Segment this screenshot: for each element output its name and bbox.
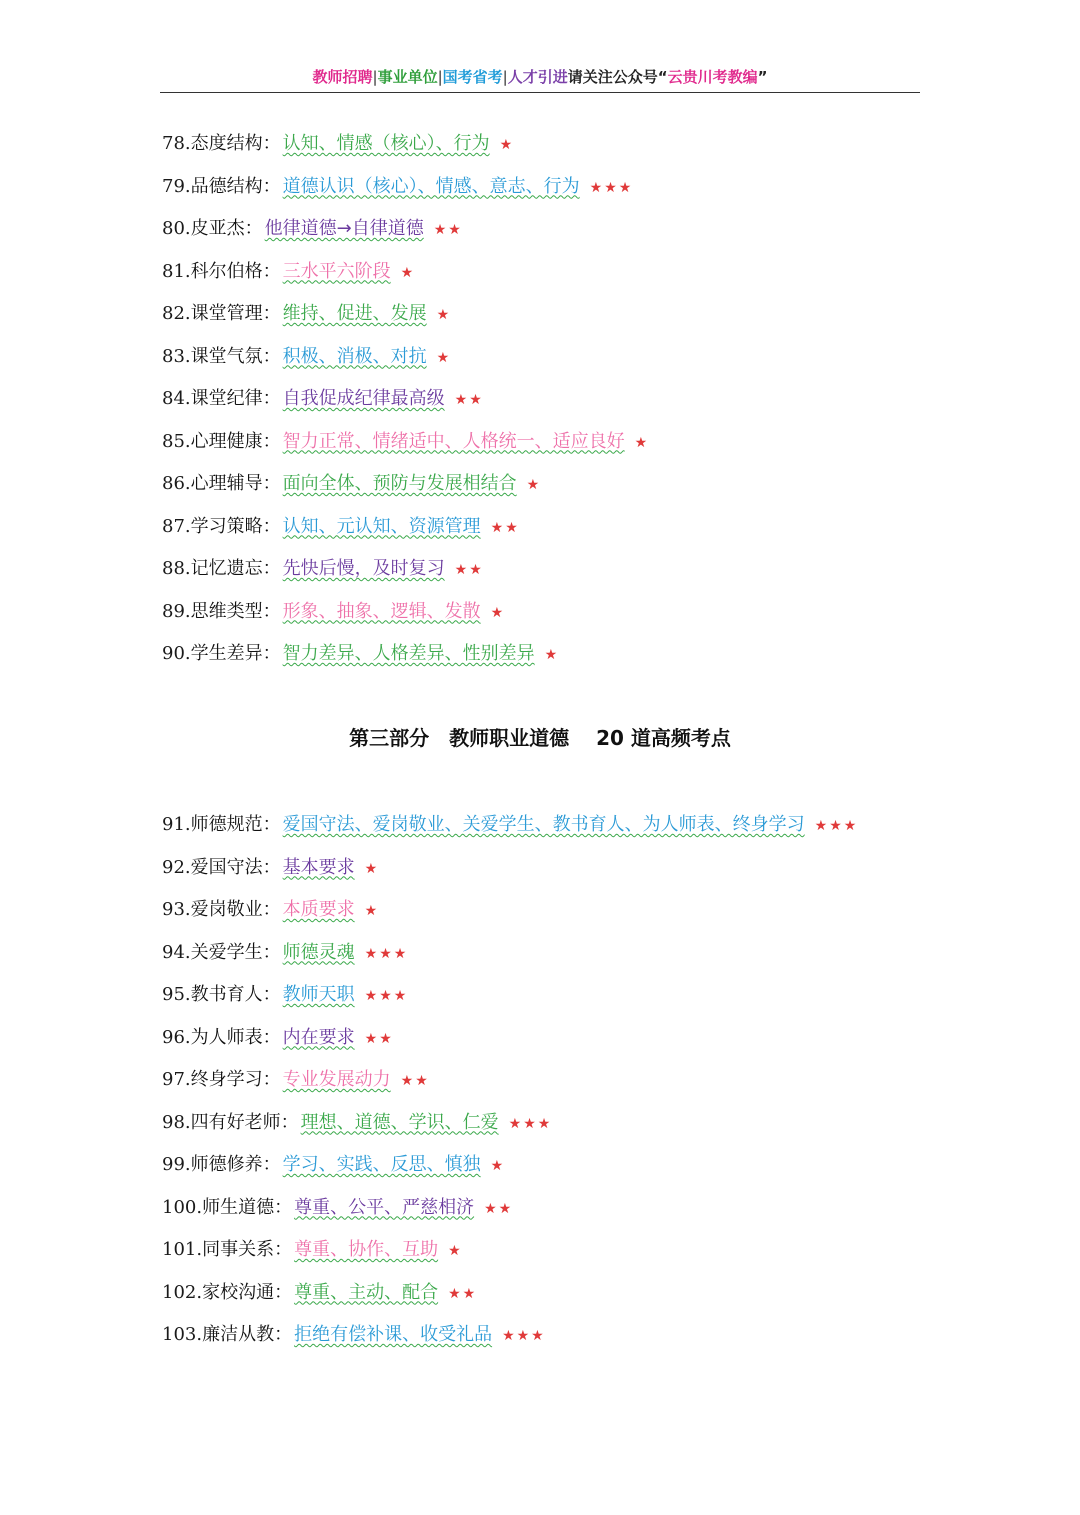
item-term: 教书育人： — [190, 984, 281, 1005]
item-answer: 专业发展动力 — [282, 1069, 391, 1090]
header-separator: | — [502, 68, 508, 86]
item-answer: 道德认识（核心）、情感、意志、行为 — [282, 175, 580, 197]
item-term: 科尔伯格： — [190, 260, 281, 282]
header-separator: | — [437, 68, 443, 86]
item-term: 爱国守法： — [190, 856, 281, 878]
item-answer: 先快后慢，及时复习 — [282, 558, 445, 579]
importance-stars-icon: ★★ — [364, 1030, 394, 1047]
item-term: 思维类型： — [190, 600, 281, 622]
item-number: 93. — [162, 899, 191, 920]
item-term: 师德规范： — [190, 814, 281, 835]
importance-stars-icon: ★★★ — [502, 1328, 546, 1344]
item-number: 85. — [162, 430, 191, 452]
item-term: 课堂气氛： — [190, 345, 281, 367]
item-number: 94. — [162, 941, 191, 963]
item-term: 师生道德： — [202, 1196, 293, 1218]
list-item — [162, 1017, 962, 1060]
list-item — [162, 506, 962, 549]
importance-stars-icon: ★ — [490, 604, 506, 621]
importance-stars-icon: ★ — [634, 434, 650, 451]
list-item — [162, 633, 962, 676]
importance-stars-icon: ★ — [448, 1243, 463, 1259]
list-item — [162, 378, 962, 421]
item-number: 91. — [162, 814, 191, 835]
item-answer: 理想、道德、学识、仁爱 — [300, 1111, 499, 1133]
item-term: 皮亚杰： — [190, 218, 263, 239]
header-segment: 人才引进 — [507, 68, 568, 86]
item-answer: 面向全体、预防与发展相结合 — [282, 473, 517, 494]
item-term: 学习策略： — [190, 515, 281, 537]
importance-stars-icon: ★ — [490, 1158, 506, 1174]
section-title: 第三部分 教师职业道德 20 道高频考点 — [349, 726, 731, 750]
importance-stars-icon: ★★ — [454, 562, 484, 578]
item-answer: 智力差异、人格差异、性别差异 — [282, 643, 535, 664]
item-number: 84. — [162, 388, 191, 409]
item-term: 关爱学生： — [190, 941, 281, 963]
item-number: 86. — [162, 473, 191, 494]
page-header — [160, 66, 920, 93]
item-number: 81. — [162, 260, 191, 282]
list-item — [162, 1314, 962, 1357]
importance-stars-icon: ★ — [526, 477, 542, 493]
item-term: 师德修养： — [190, 1154, 281, 1175]
list-item — [162, 847, 962, 890]
importance-stars-icon: ★★ — [454, 392, 484, 408]
item-number: 100. — [162, 1196, 203, 1218]
item-term: 廉洁从教： — [202, 1324, 293, 1345]
header-segment: 国考省考 — [442, 68, 503, 86]
item-answer: 积极、消极、对抗 — [282, 345, 427, 367]
item-answer: 他律道德→自律道德 — [264, 218, 424, 239]
item-number: 88. — [162, 558, 191, 579]
item-term: 爱岗敬业： — [190, 899, 281, 920]
list-item — [162, 421, 962, 464]
item-term: 四有好老师： — [190, 1111, 299, 1133]
list-item — [162, 591, 962, 634]
item-answer: 拒绝有偿补课、收受礼品 — [294, 1324, 493, 1345]
item-answer: 认知、元认知、资源管理 — [282, 515, 481, 537]
list-item — [162, 1059, 962, 1102]
item-term: 课堂纪律： — [190, 388, 281, 409]
list-item — [162, 293, 962, 336]
importance-stars-icon: ★★★ — [364, 988, 409, 1004]
item-number: 90. — [162, 643, 191, 664]
importance-stars-icon: ★★★ — [814, 818, 859, 834]
header-segment: ” — [757, 68, 768, 86]
item-term: 家校沟通： — [202, 1281, 293, 1303]
item-answer: 本质要求 — [282, 899, 355, 920]
list-item — [162, 123, 962, 166]
item-answer: 基本要求 — [282, 856, 355, 878]
importance-stars-icon: ★ — [400, 264, 416, 281]
list-item — [162, 804, 962, 847]
importance-stars-icon: ★★ — [490, 519, 520, 536]
item-number: 98. — [162, 1111, 191, 1133]
list-psychology-points — [162, 123, 962, 676]
list-item — [162, 932, 962, 975]
list-item — [162, 889, 962, 932]
item-number: 79. — [162, 175, 191, 197]
item-number: 82. — [162, 303, 191, 324]
item-answer: 三水平六阶段 — [282, 260, 391, 282]
item-number: 102. — [162, 1281, 203, 1303]
item-answer: 尊重、公平、严慈相济 — [294, 1196, 475, 1218]
item-answer: 师德灵魂 — [282, 941, 355, 963]
importance-stars-icon: ★★ — [484, 1200, 514, 1217]
item-number: 97. — [162, 1069, 191, 1090]
item-term: 记忆遗忘： — [190, 558, 281, 579]
item-number: 78. — [162, 133, 191, 154]
list-item — [162, 1144, 962, 1187]
importance-stars-icon: ★★★ — [364, 945, 409, 962]
item-number: 101. — [162, 1239, 203, 1260]
header-segment: 请关注公众号“ — [567, 68, 668, 86]
list-item — [162, 1272, 962, 1315]
importance-stars-icon: ★★ — [433, 222, 463, 238]
importance-stars-icon: ★ — [436, 307, 452, 323]
item-answer: 智力正常、情绪适中、人格统一、适应良好 — [282, 430, 625, 452]
header-segment: 教师招聘 — [312, 68, 373, 86]
item-number: 87. — [162, 515, 191, 537]
list-item — [162, 1187, 962, 1230]
list-item — [162, 166, 962, 209]
item-number: 95. — [162, 984, 191, 1005]
importance-stars-icon: ★ — [364, 860, 380, 877]
item-number: 96. — [162, 1026, 191, 1048]
item-term: 态度结构： — [190, 133, 281, 154]
item-number: 92. — [162, 856, 191, 878]
item-answer: 尊重、主动、配合 — [294, 1281, 439, 1303]
importance-stars-icon: ★★★ — [589, 179, 634, 196]
item-term: 终身学习： — [190, 1069, 281, 1090]
list-ethics-points — [162, 804, 962, 1357]
importance-stars-icon: ★ — [499, 137, 515, 153]
item-number: 99. — [162, 1154, 191, 1175]
importance-stars-icon: ★ — [544, 647, 560, 663]
item-answer: 教师天职 — [282, 984, 355, 1005]
item-term: 品德结构： — [190, 175, 281, 197]
item-answer: 学习、实践、反思、慎独 — [282, 1154, 481, 1175]
header-segment: 云贵川考教编 — [667, 68, 758, 86]
item-number: 80. — [162, 218, 191, 239]
importance-stars-icon: ★ — [364, 903, 380, 919]
item-number: 89. — [162, 600, 191, 622]
header-separator: | — [372, 68, 378, 86]
item-answer: 维持、促进、发展 — [282, 303, 427, 324]
list-item — [162, 1102, 962, 1145]
item-term: 学生差异： — [190, 643, 281, 664]
list-item — [162, 548, 962, 591]
item-answer: 认知、情感（核心）、行为 — [282, 133, 490, 154]
item-term: 同事关系： — [202, 1239, 293, 1260]
item-answer: 自我促成纪律最高级 — [282, 388, 445, 409]
list-item — [162, 251, 962, 294]
header-segment: 事业单位 — [377, 68, 438, 86]
item-term: 心理辅导： — [190, 473, 281, 494]
importance-stars-icon: ★★ — [448, 1285, 478, 1302]
item-term: 为人师表： — [190, 1026, 281, 1048]
item-term: 心理健康： — [190, 430, 281, 452]
list-item — [162, 208, 962, 251]
item-answer: 形象、抽象、逻辑、发散 — [282, 600, 481, 622]
item-number: 83. — [162, 345, 191, 367]
importance-stars-icon: ★ — [436, 349, 452, 366]
item-number: 103. — [162, 1324, 203, 1345]
list-item — [162, 336, 962, 379]
item-answer: 尊重、协作、互助 — [294, 1239, 439, 1260]
item-answer: 内在要求 — [282, 1026, 355, 1048]
list-item — [162, 463, 962, 506]
item-answer: 爱国守法、爱岗敬业、关爱学生、教书育人、为人师表、终身学习 — [282, 814, 805, 835]
importance-stars-icon: ★★ — [400, 1073, 430, 1089]
item-term: 课堂管理： — [190, 303, 281, 324]
list-item — [162, 1229, 962, 1272]
list-item — [162, 974, 962, 1017]
importance-stars-icon: ★★★ — [508, 1115, 553, 1132]
